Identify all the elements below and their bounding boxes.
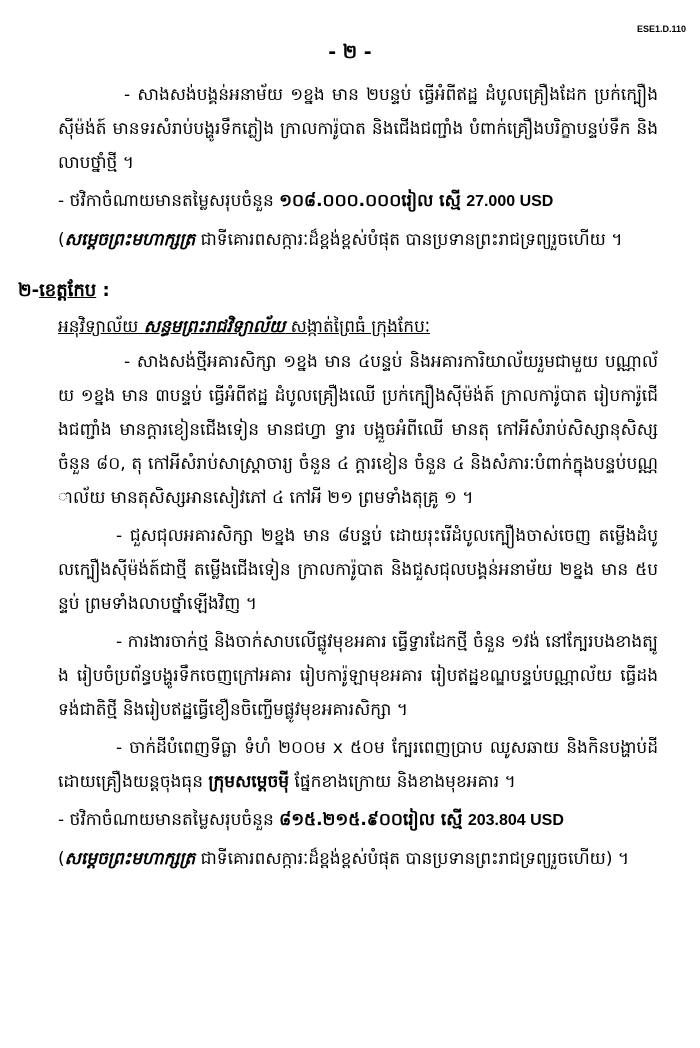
repair-paragraph: - ជួសជុលអគារសិក្សា ២ខ្នង មាន ៨បន្ទប់ ដោយរុះរើដំបូលក្បឿងចាស់ចេញ តម្លើងដំបូលក្បឿងស៊ីម៉ង់ត៍ជាថ្មី តម្លើងជើងទៀន ក្រាលការ៉ូបាត និងជួសជុលបង្គន់អនាម័យ ២ខ្នង មាន ៥បន្ទប់ ព្រមទាំងលាបថ្នាំឡើងវិញ ។ — [58, 526, 658, 614]
section-number: ២- — [18, 280, 40, 301]
cost-usd-amount: 203.804 USD — [467, 812, 564, 829]
cost-riel-amount: ៨១៥.២១៥.៩០០រៀល ស្មើ — [279, 810, 463, 830]
concrete-works-paragraph: - ការងារចាក់ថ្ម និងចាក់សាបលើផ្លូវមុខអគារ ធ្វើទ្វារដែកថ្មី ចំនួន ១វង់ នៅក្បែរបងខាងត្បូង រៀបចំប្រព័ន្ធបង្ហូរទឹកចេញក្រៅអគារ រៀបការ៉ូឡាមុខអគារ រៀបឥដ្ឋខណ្ឌបន្ទប់បណ្ណាល័យ ធ្វើដងទង់ជាតិថ្មី និងរៀបឥដ្ឋធ្វើខឿនចិញ្ចើមផ្លូវមុខអគារសិក្សា ។ — [58, 632, 658, 720]
toilet-construction-paragraph: - សាងសង់បង្គន់អនាម័យ ១ខ្នង មាន ២បន្ទប់ ធ្វើអំពីឥដ្ឋ ដំបូលគ្រឿងដែក ប្រក់ក្បឿងស៊ីម៉ង់ត៍ មានទរសំរាប់បង្ហូរទឹកភ្លៀង ក្រាលការ៉ូបាត និងជើងជញ្ជាំង បំពាក់គ្រឿងបរិក្ខាបន្ទប់ទឹក និងលាបថ្នាំថ្មី ។ — [58, 85, 658, 173]
cost-usd-amount: 27.000 USD — [466, 193, 554, 210]
company-name: ក្រុមសម្តេចម៉ី — [208, 772, 290, 792]
section2-cost-line — [58, 803, 658, 838]
land-filling-paragraph — [58, 731, 658, 799]
cost-prefix: - ថវិកាចំណាយមានតម្លៃសរុបចំនួន — [58, 810, 274, 830]
land-filling-text: - ចាក់ដីបំពេញទីធ្លា ទំហំ ២០០ម x ៥០ម ក្បែរពេញប្រាប ឈូសឆាយ និងកិនបង្ហាប់ដី ដោយគ្រឿងយន្តចុងធុន — [58, 738, 658, 792]
cost-riel-amount: ១០៨.០០០.០០០រៀល ស្មើ — [279, 191, 461, 211]
school-name: សន្ធមព្រះរាជវិទ្យាល័យ — [143, 317, 286, 337]
new-building-paragraph: - សាងសង់ថ្មីអគារសិក្សា ១ខ្នង មាន ៤បន្ទប់ និងអគារការិយាល័យរួមជាមួយ បណ្ណាល័យ ១ខ្នង មាន ៣បន្ទប់ ធ្វើអំពីឥដ្ឋ ដំបូលគ្រឿងឈើ ប្រក់ក្បឿងស៊ីម៉ង់ត៍ ក្រាលការ៉ូបាត រៀបការ៉ូជើងជញ្ជាំង មានក្ដារខៀនជើងទៀន មានជហ្វា ទ្វារ បង្អួចអំពីឈើ មានតុ កៅអីសំរាប់សិស្សានុសិស្ស ចំនួន ៨០, តុ កៅអីសំរាប់សាស្ត្រាចារ្យ ចំនួន ៤ ក្ដារខៀន ចំនួន ៤ និងសំភារៈបំពាក់ក្នុងបន្ទប់បណ្ណាល័យ មានតុសិស្សអានសៀវភៅ ៤ កៅអី ២១ ព្រមទាំងតុគ្រូ ១ ។ — [58, 352, 658, 508]
section-location: ខេត្តកែប — [39, 280, 97, 301]
section-heading-kep — [18, 275, 658, 307]
page-number: - ២ - — [328, 41, 372, 63]
royal-open-paren: ( — [58, 849, 65, 869]
royal-donation-text: ជាទីគោរពសក្ការៈដ៏ខ្ពង់ខ្ពស់បំផុត បានប្រទានព្រះរាជទ្រព្យរួចហើយ) ។ — [195, 849, 630, 869]
royal-donation-text: ជាទីគោរពសក្ការៈដ៏ខ្ពង់ខ្ពស់បំផុត បានប្រទានព្រះរាជទ្រព្យរួចហើយ ។ — [195, 230, 623, 250]
royal-name: សម្តេចព្រះមហាក្សត្រ — [64, 849, 196, 869]
section-colon: : — [96, 280, 110, 301]
land-filling-text-end: ផ្នែកខាងក្រោយ និងខាងមុខអគារ ។ — [289, 772, 516, 792]
document-body — [18, 78, 658, 880]
cost-prefix: - ថវិកាចំណាយមានតម្លៃសរុបចំនួន — [58, 191, 274, 211]
school-prefix: អនុវិទ្យាល័យ — [58, 317, 144, 337]
section2-royal-donation — [58, 842, 658, 876]
royal-name: សម្តេចព្រះមហាក្សត្រ — [64, 230, 196, 250]
document-code: ESE1.D.110 — [636, 24, 686, 34]
school-address: សង្កាត់ព្រៃធំ ក្រុងកែបៈ — [285, 317, 431, 337]
school-name-line — [58, 311, 658, 343]
section1-cost-line — [58, 184, 658, 219]
royal-open-paren: ( — [58, 230, 65, 250]
section1-royal-donation — [58, 223, 658, 257]
